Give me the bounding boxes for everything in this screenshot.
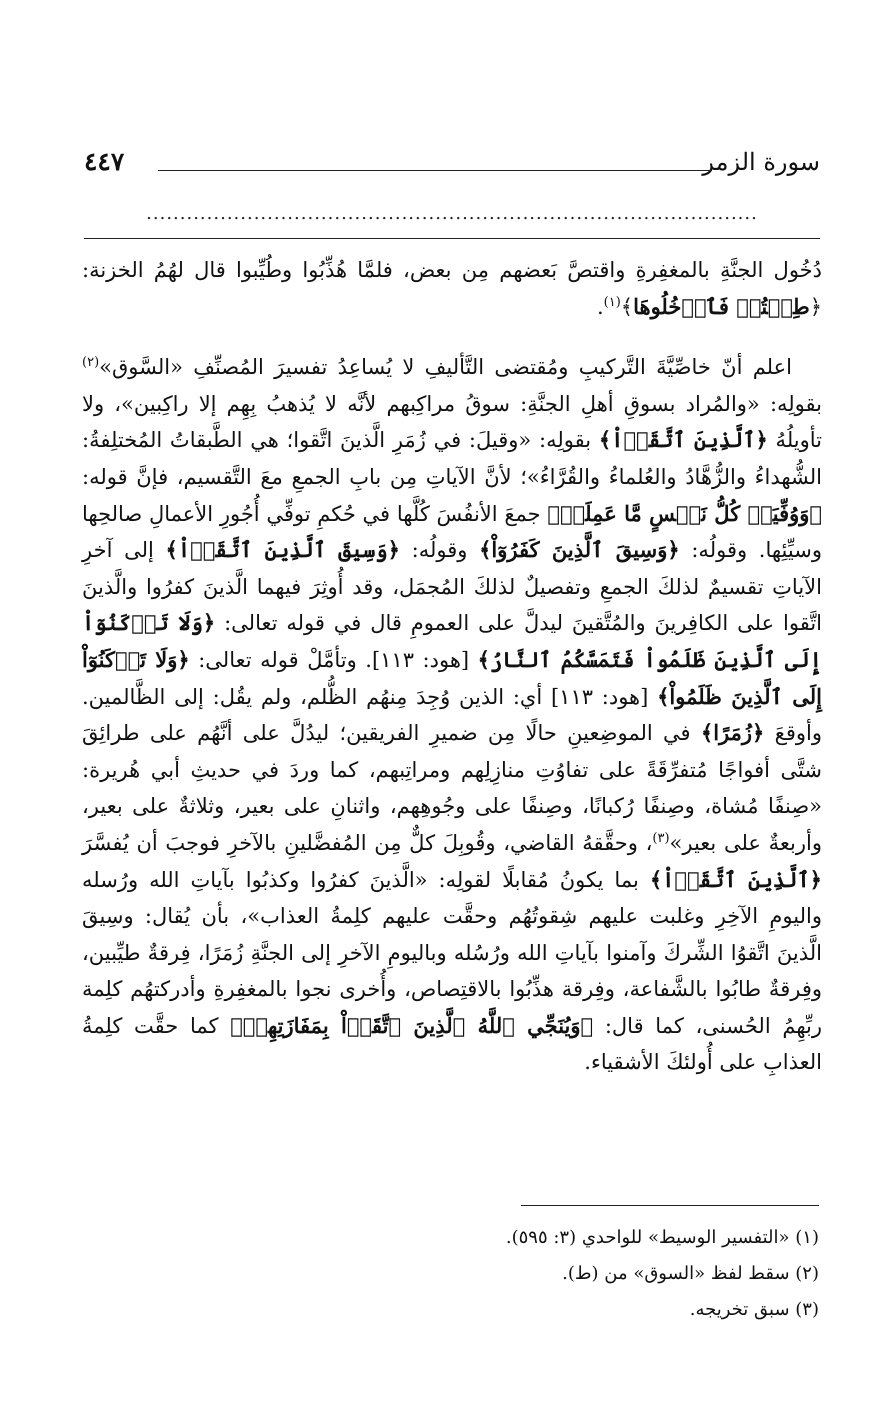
quran-quote: ﴿طِبۡتُمۡ فَٱدۡخُلُوهَا﴾ (620, 293, 822, 319)
surah-title: سورة الزمر (702, 148, 820, 176)
footnote-1: (١) «التفسير الوسيط» للواحدي (٣: ٥٩٥). (505, 1227, 819, 1248)
quran-quote: ﴿وَسِيقَ ٱلَّذِينَ كَفَرُوٓاْ﴾ (479, 537, 680, 563)
paragraph1-text: دُخُول الجنَّةِ بالمغفِرةِ واقتصَّ بَعضهم مِن بعض، فلمَّا هُذِّبُوا وطُيِّبوا قال لهُمُ الخزنة: (82, 258, 822, 282)
paragraph-commentary: اعلم أنّ خاصِّيَّةَ التَّركيبِ ومُقتضى التَّأليفِ لا يُساعِدُ تفسيرَ المُصنِّفِ «السَّوق»$^{(٢)}$ بقولِه: «والمُراد بسوقِ أهلِ الجنَّةِ: سوقُ مراكِبهم لأنَّه لا يُذهبُ بِهِم إلا راكِبين»، ولا تأويلُهُ ﴿ٱلَّذِينَ ٱتَّقَوۡاْ﴾ بقولِه: «وقيلَ: في زُمَرِ الَّذينَ اتَّقوا؛ هي الطَّبقاتُ المُختلِفةُ: الشُّهداءُ والزُّهَّادُ والعُلماءُ والقُرَّاءُ»؛ لأنَّ الآياتِ مِن بابِ الجمعِ معَ التَّقسيم، فإنَّ قوله: ﴿وَوُفِّيَتۡ كُلُّ نَفۡسٍ مَّا عَمِلَتۡ﴾ جمعَ الأنفُسَ كُلَّها في حُكمِ توفِّي أُجُورِ الأعمالِ صالحِها وسيِّئِها. وقولُه: ﴿وَسِيقَ ٱلَّذِينَ كَفَرُوٓاْ﴾ وقولُه: ﴿وَسِيقَ ٱلَّذِينَ ٱتَّقَوۡاْ﴾ إلى آخرِ الآياتِ تقسيمٌ لذلكَ الجمعِ وتفصيلٌ لذلكَ المُجمَل، وقد أُوثِرَ فيهما الَّذينَ كفرُوا والَّذينَ اتَّقوا على الكافِرينَ والمُتَّقينَ ليدلَّ على العمومِ قال في قوله تعالى: ﴿وَلَا تَرۡكَنُوٓاْ إِلَى ٱلَّذِينَ ظَلَمُواْ فَتَمَسَّكُمُ ٱلنَّارُ﴾ [هود: ١١٣]. وتأمَّلْ قوله تعالى: ﴿وَلَا تَرۡكَنُوٓاْ إِلَى ٱلَّذِينَ ظَلَمُواْ﴾ [هود: ١١٣] أي: الذين وُجِدَ مِنهُم الظُّلم، ولم يقُل: إلى الظَّالمين. وأوقعَ ﴿زُمَرًا﴾ في الموضِعينِ حالًا مِن ضميرِ الفريقين؛ ليدُلَّ على أنَّهُم على طرائِقَ شتَّى أفواجًا مُتفرِّقَةً على تفاوُتِ منازِلِهم ومراتِبهم، كما وردَ في حديثِ أبي هُريرة: «صِنفًا مُشاة، وصِنفًا رُكبانًا، وصِنفًا على وجُوهِهم، واثنانِ على بعير، وثلاثةٌ على بعير، وأربعةٌ على بعير»$^{(٣)}$، وحقَّقهُ القاضي، وقُوبِلَ كلٌّ مِن المُفضَّلينِ بالآخرِ فوجبَ أن يُفسَّرَ ﴿ٱلَّذِينَ ٱتَّقَوۡاْ﴾ بما يكونُ مُقابلًا لقولِه: «الَّذينَ كفرُوا وكذبُوا بآياتِ الله ورُسله واليومِ الآخِرِ وغلبت عليهم شِقوتُهُم وحقَّت عليهم كلِمةُ العذاب»، بأن يُقال: وسِيقَ الَّذينَ اتَّقوُا الشِّركَ وآمنوا بآياتِ الله ورُسُله وباليومِ الآخرِ إلى الجنَّةِ زُمَرًا، فِرقةٌ طيِّبين، وفِرقةٌ طابُوا بالشَّفاعة، وفِرقة هذِّبُوا بالاقتِصاص، وأُخرى نجوا بالمغفِرةِ وأدركتهُم كلِمة ربِّهِمُ الحُسنى، كما قال: ﴿وَيُنَجِّي ٱللَّهُ ٱلَّذِينَ ٱتَّقَوۡاْ بِمَفَازَتِهِمۡ﴾ كما حقَّت كلِمةُ العذابِ على أُولئكَ الأشقياء. (82, 355, 823, 1075)
footnote-rule (521, 1205, 819, 1206)
quran-quote: ﴿وَيُنَجِّي ٱللَّهُ ٱلَّذِينَ ٱتَّقَوۡاْ بِمَفَازَتِهِمۡ﴾ (230, 1012, 594, 1038)
footnote-ref-2: (٢) (82, 355, 100, 371)
footnote-ref-3: (٣) (652, 830, 670, 846)
footnote-2: (٢) سقط لفظ «السوق» من (ط). (562, 1263, 819, 1284)
quran-quote: ﴿ٱلَّذِينَ ٱتَّقَوۡاْ﴾ (598, 427, 768, 453)
paragraph-continuation: دُخُول الجنَّةِ بالمغفِرةِ واقتصَّ بَعضهم مِن بعض، فلمَّا هُذِّبُوا وطُيِّبوا قال لهُمُ الخزنة: ﴿طِبۡتُمۡ فَٱدۡخُلُوهَا﴾$^{(١)}$. (82, 258, 822, 319)
footnote-3: (٣) سبق تخريجه. (689, 1299, 819, 1320)
page-number: ٤٤٧ (84, 147, 125, 176)
quran-quote: ﴿وَلَا تَرۡكَنُوٓاْ إِلَى ٱلَّذِينَ ظَلَمُواْ فَتَمَسَّكُمُ ٱلنَّارُ﴾ (82, 610, 822, 672)
top-rule (84, 238, 820, 239)
dotted-separator: ........................................................................................... (146, 204, 758, 224)
quran-quote: ﴿وَسِيقَ ٱلَّذِينَ ٱتَّقَوۡاْ﴾ (165, 537, 400, 563)
quran-quote: ﴿وَلَا تَرۡكَنُوٓاْ إِلَى ٱلَّذِينَ ظَلَمُواْ﴾ (82, 646, 822, 709)
quran-quote: ﴿ٱلَّذِينَ ٱتَّقَوۡاْ﴾ (649, 866, 822, 892)
footnote-ref-1: (١) (603, 294, 621, 310)
footnotes (219, 1220, 819, 1328)
quran-quote: ﴿وَوُفِّيَتۡ كُلُّ نَفۡسٍ مَّا عَمِلَتۡ﴾ (547, 500, 823, 526)
quran-quote: ﴿زُمَرًا﴾ (700, 720, 765, 746)
page-header (84, 146, 820, 182)
header-rule (158, 170, 712, 171)
main-text (82, 252, 822, 1081)
